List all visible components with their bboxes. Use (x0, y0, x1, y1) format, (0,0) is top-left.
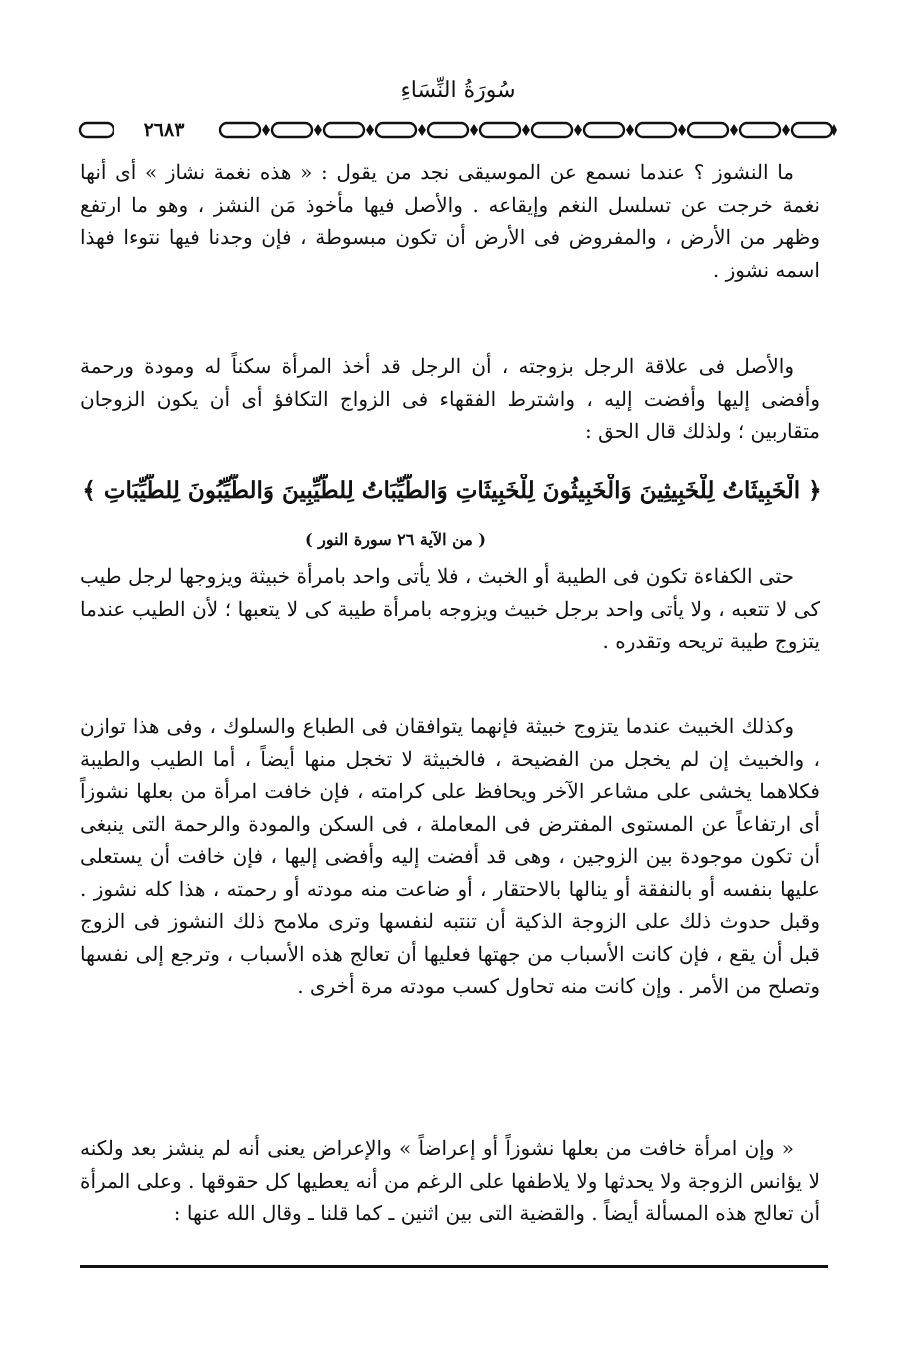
bottom-divider (80, 1265, 828, 1268)
quran-verse: ﴿ الْخَبِيثَاتُ لِلْخَبِيثِينَ وَالْخَبِيثُونَ لِلْخَبِيثَاتِ وَالطَّيِّبَاتُ لِلطَّيِّبِينَ وَالطَّيِّبُونَ لِلطَّيِّبَاتِ ﴾ (82, 477, 822, 504)
paragraph-iradh: « وإن امرأة خافت من بعلها نشوزاً أو إعراضاً » والإعراض يعنى أنه لم ينشز بعد ولكنه لا يؤانس الزوجة ولا يحدثها ولا يلاطفها على الرغم من أنه يعطيها كل حقوقها . وعلى المرأة أن تعالج هذه المسألة أيضاً . والقضية التى بين اثنين ـ كما قلنا ـ وقال الله عنها : (80, 1136, 820, 1225)
header-ornament-border (78, 118, 838, 142)
paragraph-wife-fearing-nushuz: وكذلك الخبيث عندما يتزوج خبيثة فإنهما يتوافقان فى الطباع والسلوك ، وفى هذا توازن ، والخبيث إن لم يخجل من الفضيحة ، فالخبيثة لا تخجل منها أيضاً ، أما الطيب والطيبة فكلاهما يخشى على مشاعر الآخر ويحافظ على كرامته ، فإن خافت امرأة من بعلها نشوزاً أى ارتفاعاً عن المستوى المفترض فى المعاملة ، فى السكن والمودة والرحمة التى ينبغى أن تكون موجودة بين الزوجين ، وهى قد أفضت إليه وأفضى إليها ، فإن خافت أن يستعلى عليها بنفسه أو بالنفقة أو ينالها بالاحتقار ، أو ضاعت منه مودته أو رحمته ، هذا كله نشوز . وقبل حدوث ذلك على الزوجة الذكية أن تنتبه لنفسها وترى ملامح ذلك النشوز فى الزوج قبل أن يقع ، فإن كانت الأسباب من جهتها فعليها أن تعالج هذه الأسباب ، وترجع إلى نفسها وتصلح من الأمر . وإن كانت منه تحاول كسب مودته مرة أخرى . (80, 714, 820, 998)
page-number: ٢٦٨٣ (114, 118, 214, 142)
paragraph-marriage-compatibility: والأصل فى علاقة الرجل بزوجته ، أن الرجل قد أخذ المرأة سكناً له ومودة ورحمة وأفضى إليها وأفضت إليه ، واشترط الفقهاء فى الزواج التكافؤ أى أن يكون الزوجان متقاربين ؛ ولذلك قال الحق : (80, 354, 820, 443)
verse-reference: ( من الآية ٢٦ سورة النور ) (304, 530, 486, 549)
paragraph-nushuz-definition: ما النشوز ؟ عندما نسمع عن الموسيقى نجد من يقول : « هذه نغمة نشاز » أى أنها نغمة خرجت عن تسلسل النغم وإيقاعه . والأصل فيها مأخوذ مَن النشز ، وهو ما ارتفع وظهر من الأرض ، والمفروض فى الأرض أن تكون مبسوطة ، فإن وجدنا فيها نتوءا فهذا اسمه نشوز . (80, 160, 820, 282)
paragraph-compatibility-in-goodness: حتى الكفاءة تكون فى الطيبة أو الخبث ، فلا يأتى واحد بامرأة خبيثة ويزوجها لرجل طيب كى لا تتعبه ، ولا يأتى واحد برجل خبيث ويزوجه بامرأة طيبة كى لا يتعبها ؛ لأن الطيب عندما يتزوج طيبة تريحه وتقدره . (80, 564, 820, 653)
surah-title: سُورَةُ النِّسَاءِ (400, 78, 516, 103)
